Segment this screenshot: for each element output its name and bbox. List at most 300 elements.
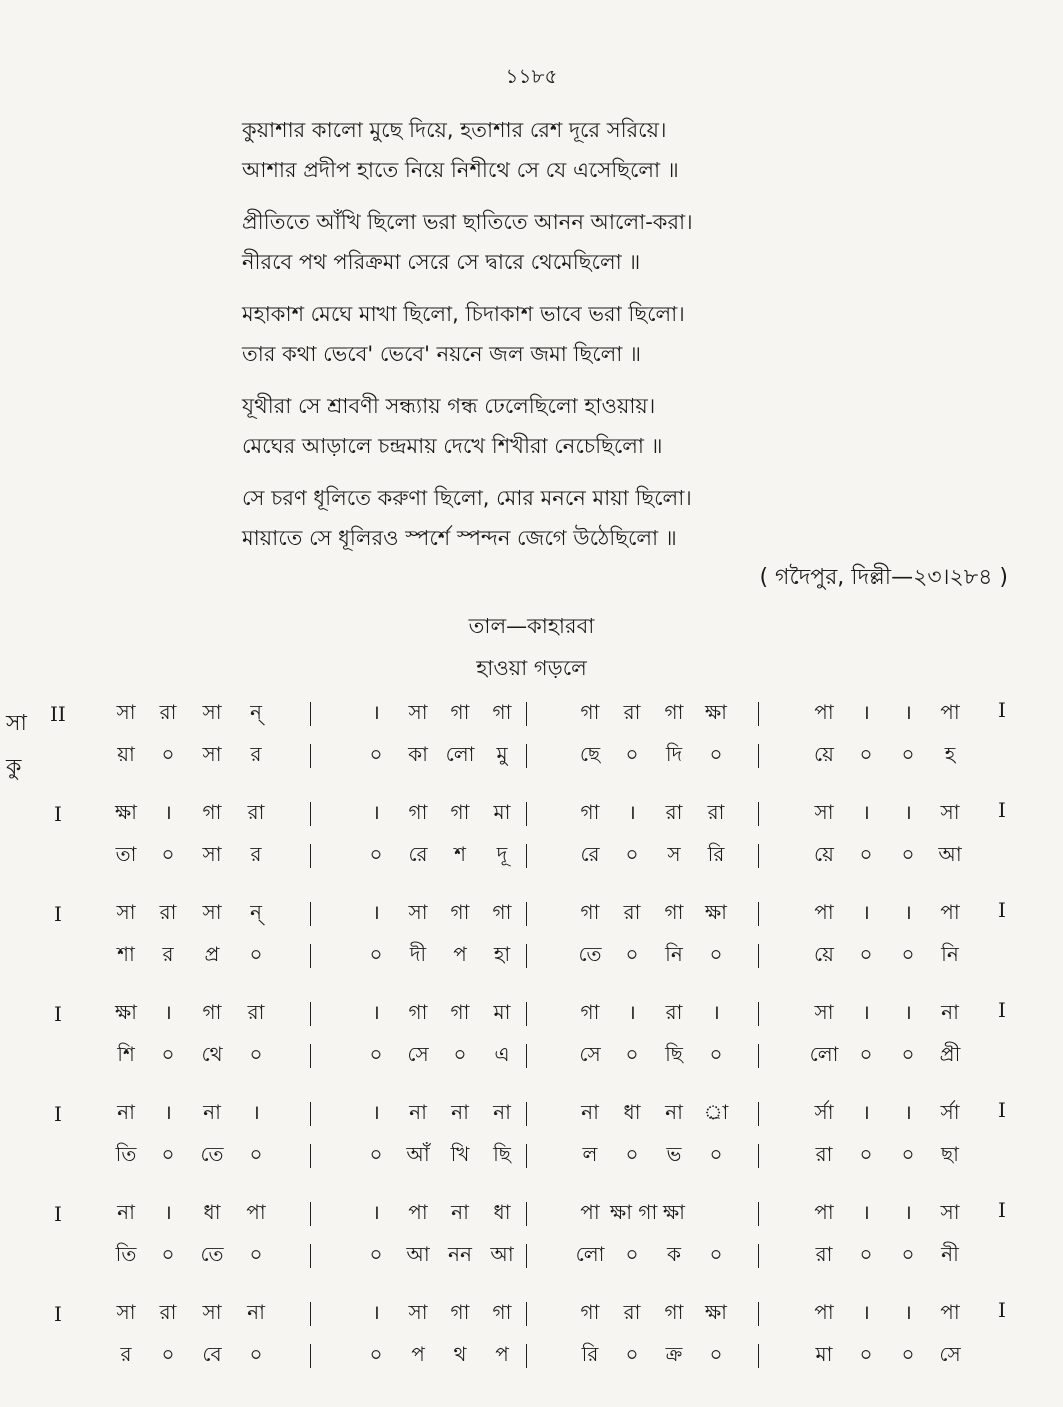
swara-note: গা (664, 900, 684, 924)
page-number: ১১৮৫ (505, 64, 558, 88)
swara-note: পা (940, 700, 960, 724)
swara-note: রা (247, 800, 265, 824)
lyric-syllable: ০ (709, 1242, 723, 1266)
lyric-syllable: ০ (369, 1142, 383, 1166)
swara-note: না (117, 1200, 135, 1224)
poem-stanza (242, 110, 802, 190)
lyric-syllable: ০ (709, 1042, 723, 1066)
notation-block (40, 690, 1050, 790)
lyric-syllable: ০ (249, 1142, 263, 1166)
notation-block (40, 1290, 1050, 1390)
bar-end-mark: I (998, 1298, 1006, 1322)
swara-note: সা (940, 1200, 960, 1224)
bar-line (310, 1002, 327, 1026)
swara-note: গা (450, 1300, 470, 1324)
lyric-syllable: সে (407, 1042, 429, 1066)
poem-line: কুয়াশার কালো মুছে দিয়ে, হতাশার রেশ দূরে সরিয়ে। (242, 118, 667, 142)
swara-note: । (372, 1100, 380, 1124)
poem-line: তার কথা ভেবে' ভেবে' নয়নে জল জমা ছিলো ॥ (242, 342, 641, 366)
lyric-syllable: রা (815, 1242, 833, 1266)
swara-note: রা (159, 1300, 177, 1324)
bar-line (758, 802, 775, 826)
tala-heading: তাল—কাহারবা (468, 614, 595, 638)
lyric-syllable: ০ (161, 1142, 175, 1166)
poem-line: মহাকাশ মেঘে মাখা ছিলো, চিদাকাশ ভাবে ভরা ছিলো। (242, 302, 685, 326)
lyric-row (40, 1340, 1050, 1380)
lyric-syllable: লো (445, 742, 475, 766)
lyric-syllable: বে (202, 1342, 222, 1366)
bar-line (310, 1302, 327, 1326)
swara-note: পা (814, 1300, 834, 1324)
swara-note: গা (450, 1000, 470, 1024)
swara-note: রা (665, 1000, 683, 1024)
lyric-syllable: তে (578, 942, 602, 966)
swara-note: । (904, 1100, 912, 1124)
swara-note: ধা (203, 1200, 221, 1224)
swara-note: পা (940, 1300, 960, 1324)
bar-line (310, 844, 327, 868)
swara-note: । (862, 800, 870, 824)
lyric-syllable: ০ (859, 1142, 873, 1166)
bar-line (758, 744, 775, 768)
swara-note: পা (814, 900, 834, 924)
lyric-syllable: ল (582, 1142, 598, 1166)
swara-note: পা (246, 1200, 266, 1224)
swara-note: পা (940, 900, 960, 924)
lyric-syllable: ০ (161, 742, 175, 766)
swara-note: । (164, 1100, 172, 1124)
swara-note: রা (159, 900, 177, 924)
swara-row (40, 798, 1050, 838)
bar-line (526, 1102, 543, 1126)
swara-note: । (862, 1300, 870, 1324)
lyric-syllable: ০ (161, 842, 175, 866)
bar-line (758, 1144, 775, 1168)
lyric-syllable: ০ (859, 742, 873, 766)
swara-note: । (862, 1000, 870, 1024)
lyric-syllable: ০ (249, 1342, 263, 1366)
lyric-syllable: ০ (709, 1342, 723, 1366)
swara-note: সা (116, 1300, 136, 1324)
swara-note: না (493, 1100, 511, 1124)
lyric-syllable: তি (115, 1242, 137, 1266)
swara-row (40, 1198, 1050, 1238)
swara-note: । (628, 1000, 636, 1024)
bar-end-mark: I (998, 698, 1006, 722)
bar-line (526, 1244, 543, 1268)
bar-line (526, 702, 543, 726)
lyric-syllable: সা (202, 742, 222, 766)
bar-line (310, 1202, 327, 1226)
swara-row (40, 998, 1050, 1038)
swara-note: রা (707, 800, 725, 824)
lyric-row (40, 740, 1050, 780)
swara-note: । (904, 1200, 912, 1224)
swara-note: রা (159, 700, 177, 724)
swara-note: । (904, 800, 912, 824)
lyric-row (40, 1140, 1050, 1180)
swara-note: পা (814, 1200, 834, 1224)
swara-note: রা (665, 800, 683, 824)
bar-end-mark: I (998, 1098, 1006, 1122)
bar-line (526, 1344, 543, 1368)
swara-note: সা (940, 800, 960, 824)
lyric-syllable: র (120, 1342, 132, 1366)
lyric-syllable: ০ (249, 942, 263, 966)
poem-line: মায়াতে সে ধূলিরও স্পর্শে স্পন্দন জেগে উঠেছিলো ॥ (242, 526, 677, 550)
lyric-syllable: য়ে (814, 742, 834, 766)
lyric-row (40, 1240, 1050, 1280)
swara-note: গা (664, 1300, 684, 1324)
lyric-syllable: ছি (493, 1142, 511, 1166)
poem-line: মেঘের আড়ালে চন্দ্রমায় দেখে শিখীরা নেচেছিলো ॥ (242, 434, 663, 458)
lyric-syllable: রি (707, 842, 725, 866)
bar-line (310, 902, 327, 926)
lyric-syllable: আ (938, 842, 962, 866)
swara-note: সা (408, 700, 428, 724)
lyric-syllable: ০ (625, 942, 639, 966)
swara-note: । (862, 700, 870, 724)
bar-line (758, 1302, 775, 1326)
lyric-syllable: প (411, 1342, 425, 1366)
swara-note: । (904, 700, 912, 724)
lyric-syllable: প (453, 942, 467, 966)
swara-note: ক্ষা (662, 1200, 685, 1224)
swara-note: । (628, 800, 636, 824)
bar-start-mark: I (54, 1102, 62, 1126)
swara-note: । (372, 1200, 380, 1224)
bar-end-mark: I (998, 1198, 1006, 1222)
bar-line (310, 802, 327, 826)
swara-row (40, 1098, 1050, 1138)
lyric-syllable: কা (408, 742, 428, 766)
swara-note: রা (623, 700, 641, 724)
swara-note: রা (623, 1300, 641, 1324)
bar-line (758, 1202, 775, 1226)
bar-start-mark: I (54, 902, 62, 926)
swara-note: । (372, 900, 380, 924)
lyric-syllable: য়া (117, 742, 135, 766)
lyric-syllable: ০ (625, 1042, 639, 1066)
bar-line (758, 1102, 775, 1126)
lyric-syllable: ০ (625, 842, 639, 866)
swara-note: গা (450, 700, 470, 724)
bar-line (310, 1102, 327, 1126)
lyric-syllable: শ (454, 842, 466, 866)
lyric-syllable: ০ (625, 1342, 639, 1366)
bar-line (758, 944, 775, 968)
lyric-syllable: ০ (625, 1242, 639, 1266)
lyric-syllable: লো (575, 1242, 605, 1266)
bar-line (526, 944, 543, 968)
lyric-syllable: ০ (369, 842, 383, 866)
swara-note: ক্ষা (704, 1300, 727, 1324)
lyric-syllable: হা (493, 942, 511, 966)
lyric-syllable: দূ (496, 842, 508, 866)
notation (40, 690, 1050, 1390)
poem-stanza (242, 478, 802, 558)
swara-note: ন্ (250, 900, 262, 924)
lyric-syllable: ভ (666, 1142, 682, 1166)
lyric-syllable: ০ (709, 1142, 723, 1166)
lyric-syllable: ০ (901, 1142, 915, 1166)
lyric-syllable: য়ে (814, 942, 834, 966)
bar-line (310, 1144, 327, 1168)
swara-row (40, 1298, 1050, 1338)
lyric-syllable: ০ (453, 1042, 467, 1066)
lyric-syllable: য়ে (814, 842, 834, 866)
swara-note: গা (580, 800, 600, 824)
lyric-syllable: ক (667, 1242, 681, 1266)
lyric-syllable: থে (201, 1042, 223, 1066)
place-date: ( গদৈপুর, দিল্লী—২৩।২৮৪ ) (759, 565, 1008, 590)
lyric-syllable: আ (490, 1242, 514, 1266)
bar-end-mark: I (998, 998, 1006, 1022)
swara-note: সা (116, 700, 136, 724)
swara-note: না (117, 1100, 135, 1124)
swara-note: গা (408, 1000, 428, 1024)
swara-note: গা (450, 900, 470, 924)
bar-start-mark: I (54, 1002, 62, 1026)
swara-note: গা (492, 1300, 512, 1324)
bar-line (310, 1244, 327, 1268)
lyric-syllable: রে (580, 842, 600, 866)
lyric-syllable: স (667, 842, 681, 866)
swara-note: । (904, 1000, 912, 1024)
swara-note: রা (623, 900, 641, 924)
poem-line: সে চরণ ধূলিতে করুণা ছিলো, মোর মননে মায়া ছিলো। (242, 486, 692, 510)
lyric-syllable: ছি (665, 1042, 683, 1066)
bar-line (758, 844, 775, 868)
swara-note: গা (450, 800, 470, 824)
lyric-syllable: ০ (859, 1042, 873, 1066)
swara-note: রা (247, 1000, 265, 1024)
bar-line (526, 744, 543, 768)
lyric-syllable: ০ (901, 742, 915, 766)
bar-end-mark: I (998, 898, 1006, 922)
swara-note: গা (580, 1000, 600, 1024)
notation-block (40, 1190, 1050, 1290)
lyric-syllable: নী (941, 1242, 959, 1266)
lyric-syllable: তা (115, 842, 137, 866)
bar-start-mark: I (54, 1302, 62, 1326)
lyric-syllable: ০ (859, 1342, 873, 1366)
lyric-syllable: ০ (709, 942, 723, 966)
swara-note: । (372, 800, 380, 824)
lyric-syllable: নন (448, 1242, 472, 1266)
swara-note: গা (580, 1300, 600, 1324)
swara-note: ধা (623, 1100, 641, 1124)
lyric-syllable: লো (809, 1042, 839, 1066)
swara-note: না (451, 1200, 469, 1224)
swara-note: সা (202, 700, 222, 724)
lyric-syllable: ০ (625, 1142, 639, 1166)
bar-line (758, 1044, 775, 1068)
lyric-syllable: মু (496, 742, 508, 766)
lyric-syllable: ০ (249, 1042, 263, 1066)
swara-note: না (941, 1000, 959, 1024)
swara-note: গা (408, 800, 428, 824)
lyric-syllable: ০ (369, 942, 383, 966)
lyric-syllable: আ (406, 1242, 430, 1266)
lyric-syllable: ০ (901, 1042, 915, 1066)
lyric-syllable: র (250, 842, 262, 866)
lyric-syllable: খি (450, 1142, 470, 1166)
bar-line (526, 1144, 543, 1168)
bar-line (526, 1044, 543, 1068)
poem-stanza (242, 386, 802, 466)
lyric-syllable: ০ (709, 742, 723, 766)
swara-note: না (451, 1100, 469, 1124)
swara-note: ক্ষা (114, 800, 137, 824)
swara-note: । (904, 1300, 912, 1324)
poem-stanza (242, 294, 802, 374)
swara-note: সা (814, 800, 834, 824)
swara-note: না (203, 1100, 221, 1124)
lyric-syllable: নি (941, 942, 959, 966)
bar-line (526, 844, 543, 868)
swara-note: । (862, 900, 870, 924)
swara-note: ক্ষা (704, 900, 727, 924)
bar-line (310, 1344, 327, 1368)
swara-row (40, 898, 1050, 938)
left-mark-sa: সা (6, 711, 27, 736)
lyric-syllable: তে (200, 1242, 224, 1266)
lyric-syllable: ০ (369, 1242, 383, 1266)
bar-start-mark: I (54, 1202, 62, 1226)
lyric-syllable: সে (939, 1342, 961, 1366)
lyric-syllable: নি (665, 942, 683, 966)
lyric-syllable: ০ (901, 942, 915, 966)
bar-start-mark: I (54, 802, 62, 826)
bar-line (310, 1044, 327, 1068)
swara-note: গা (492, 700, 512, 724)
lyric-syllable: ০ (901, 1242, 915, 1266)
lyric-syllable: ০ (859, 1242, 873, 1266)
lyric-syllable: ক্র (665, 1342, 683, 1366)
lyric-syllable: ছে (579, 742, 601, 766)
lyric-syllable: ০ (249, 1242, 263, 1266)
lyric-syllable: ছা (941, 1142, 959, 1166)
swara-note: ক্ষা (704, 700, 727, 724)
lyric-syllable: আঁ (406, 1142, 430, 1166)
lyric-syllable: মা (815, 1342, 833, 1366)
swara-note: ধা (493, 1200, 511, 1224)
swara-note: গা (580, 900, 600, 924)
swara-note: । (252, 1100, 260, 1124)
lyric-syllable: সে (579, 1042, 601, 1066)
lyric-syllable: এ (494, 1042, 510, 1066)
lyric-syllable: রে (408, 842, 428, 866)
poem (242, 110, 802, 570)
lyric-syllable: ০ (369, 1342, 383, 1366)
bar-line (758, 1344, 775, 1368)
lyric-syllable: তি (115, 1142, 137, 1166)
lyric-syllable: দি (665, 742, 683, 766)
bar-line (526, 1202, 543, 1226)
lyric-syllable: র (162, 942, 174, 966)
notation-title: হাওয়া গড়লে (476, 656, 587, 680)
swara-note: সা (116, 900, 136, 924)
bar-line (758, 702, 775, 726)
lyric-syllable: শি (117, 1042, 135, 1066)
swara-note: গা (492, 900, 512, 924)
swara-note: । (904, 900, 912, 924)
swara-note: মা (493, 1000, 511, 1024)
lyric-syllable: প্রী (939, 1042, 961, 1066)
lyric-syllable: ০ (161, 1242, 175, 1266)
lyric-syllable: রা (815, 1142, 833, 1166)
lyric-syllable: প (495, 1342, 509, 1366)
swara-note: র্সা (814, 1100, 834, 1124)
notation-block (40, 1090, 1050, 1190)
swara-note: ক্ষা (114, 1000, 137, 1024)
lyric-syllable: হ (944, 742, 956, 766)
notation-block (40, 890, 1050, 990)
left-mark-ku: কু (6, 755, 22, 780)
swara-note: । (372, 700, 380, 724)
swara-note: না (665, 1100, 683, 1124)
lyric-syllable: দী (409, 942, 427, 966)
swara-note: সা (202, 900, 222, 924)
bar-line (526, 1002, 543, 1026)
lyric-syllable: ০ (369, 742, 383, 766)
swara-note: না (247, 1300, 265, 1324)
lyric-row (40, 940, 1050, 980)
swara-note: র্সা (940, 1100, 960, 1124)
bar-line (310, 702, 327, 726)
bar-line (758, 1002, 775, 1026)
lyric-syllable: ০ (859, 942, 873, 966)
swara-note: র্া (703, 1100, 729, 1124)
swara-row (40, 698, 1050, 738)
bar-start-mark: II (50, 702, 66, 726)
lyric-syllable: ০ (859, 842, 873, 866)
lyric-row (40, 840, 1050, 880)
swara-note: সা (814, 1000, 834, 1024)
swara-note: । (712, 1000, 720, 1024)
swara-note: গা (202, 1000, 222, 1024)
swara-note: না (581, 1100, 599, 1124)
swara-note: সা (408, 900, 428, 924)
poem-line: যূথীরা সে শ্রাবণী সন্ধ্যায় গন্ধ ঢেলেছিলো হাওয়ায়। (242, 394, 656, 418)
swara-note: গা (664, 700, 684, 724)
bar-end-mark: I (998, 798, 1006, 822)
lyric-syllable: ০ (161, 1342, 175, 1366)
notation-block (40, 990, 1050, 1090)
poem-line: নীরবে পথ পরিক্রমা সেরে সে দ্বারে থেমেছিলো ॥ (242, 250, 641, 274)
bar-line (526, 802, 543, 826)
lyric-syllable: রি (581, 1342, 599, 1366)
swara-note: না (409, 1100, 427, 1124)
lyric-syllable: শা (117, 942, 135, 966)
lyric-syllable: ০ (901, 1342, 915, 1366)
swara-note: । (164, 1200, 172, 1224)
lyric-syllable: তে (200, 1142, 224, 1166)
swara-note: পা (580, 1200, 600, 1224)
lyric-syllable: ০ (901, 842, 915, 866)
lyric-syllable: ০ (625, 742, 639, 766)
swara-note: গা (580, 700, 600, 724)
swara-note: সা (202, 1300, 222, 1324)
swara-note: । (164, 1000, 172, 1024)
bar-line (526, 1302, 543, 1326)
lyric-syllable: ০ (369, 1042, 383, 1066)
swara-note: । (164, 800, 172, 824)
bar-line (758, 902, 775, 926)
lyric-row (40, 1040, 1050, 1080)
swara-note: । (862, 1100, 870, 1124)
